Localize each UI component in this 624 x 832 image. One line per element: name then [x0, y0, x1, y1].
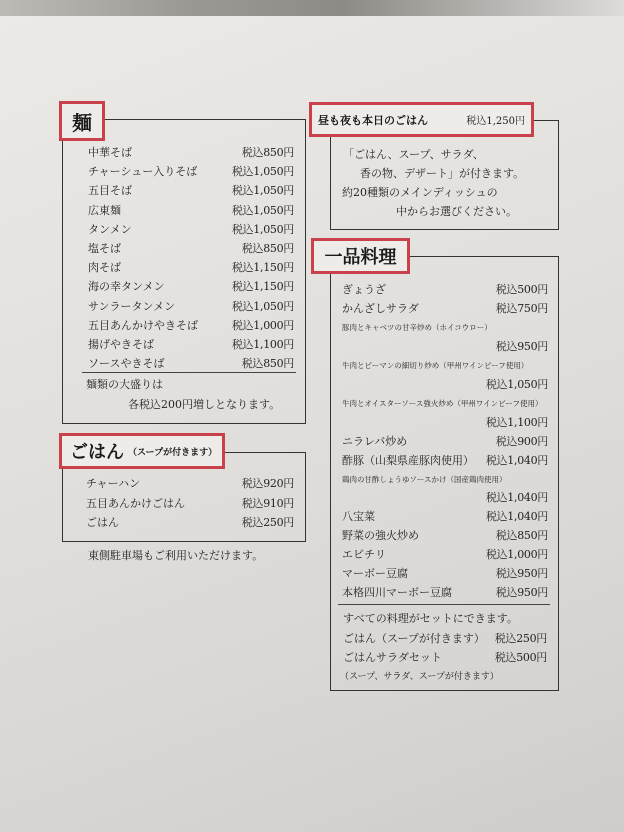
menu-item-name: 八宝菜: [342, 510, 375, 524]
menu-row: [88, 242, 294, 256]
menu-item-name: 広東麺: [88, 203, 121, 217]
ippin-title-text: 一品料理: [324, 247, 397, 268]
menu-row: [343, 651, 547, 665]
menu-item-name: ごはんサラダセット: [343, 651, 442, 664]
menu-row: [88, 146, 294, 160]
menu-row: [342, 302, 548, 316]
menu-item-name: 塩そば: [88, 242, 121, 255]
menu-item-price: 税込1,050円: [231, 203, 294, 217]
menu-item-name: マーボー豆腐: [342, 567, 408, 581]
menu-item-price: 税込910円: [241, 496, 294, 510]
menu-row: [342, 359, 548, 373]
menu-row: [88, 338, 294, 352]
menu-item-price: 税込750円: [495, 301, 548, 315]
men-divider: [82, 372, 296, 373]
menu-row: [342, 416, 548, 430]
daily-title-text: 昼も夜も本日のごはん: [318, 113, 428, 127]
menu-row: [88, 184, 294, 198]
daily-price: 税込1,250円: [466, 116, 525, 127]
menu-item-price: 税込1,100円: [231, 338, 294, 351]
menu-item-price: 税込1,050円: [231, 165, 294, 179]
menu-row: [342, 529, 548, 543]
menu-item-price: 税込250円: [241, 516, 294, 529]
menu-item-name: 牛肉とオイスターソース強火炒め（甲州ワインビーフ使用）: [342, 398, 543, 408]
menu-item-price: 税込1,040円: [485, 510, 548, 524]
menu-row: [342, 340, 548, 354]
menu-item-name: 鶏肉の甘酢しょうゆソースかけ（国産鶏肉使用）: [342, 474, 507, 484]
menu-row: [342, 435, 548, 449]
menu-item-name: タンメン: [88, 222, 132, 236]
menu-item-price: 税込850円: [495, 529, 548, 543]
menu-item-price: 税込1,050円: [231, 184, 294, 198]
menu-item-name: 肉そば: [88, 261, 121, 275]
menu-item-name: 中華そば: [88, 146, 132, 159]
menu-item-price: 税込500円: [494, 651, 547, 664]
menu-item-price: 税込920円: [241, 477, 294, 490]
daily-title: [309, 102, 534, 137]
menu-row: [342, 283, 548, 297]
menu-item-price: 税込950円: [495, 567, 548, 581]
menu-item-price: 税込1,000円: [485, 548, 548, 562]
ippin-set-note: すべての料理がセットにできます。: [343, 612, 518, 625]
menu-item-name: 五目あんかけやきそば: [88, 318, 198, 332]
menu-row: [342, 491, 548, 505]
menu-item-price: 税込1,050円: [231, 299, 294, 313]
menu-item-name: ニラレバ炒め: [342, 434, 408, 448]
menu-row: [342, 454, 548, 468]
menu-item-name: ぎょうざ: [342, 283, 386, 296]
menu-item-price: 税込950円: [495, 586, 548, 600]
men-note-2: 各税込200円増しとなります。: [128, 398, 281, 411]
menu-item-price: 税込250円: [494, 632, 547, 645]
menu-item-name: 野菜の強火炒め: [342, 529, 419, 543]
menu-item-name: ソースやきそば: [88, 357, 165, 371]
menu-item-price: 税込1,000円: [231, 318, 294, 332]
daily-line-2: 香の物、デザート」が付きます。: [360, 167, 525, 180]
ippin-title: [311, 238, 410, 274]
menu-item-price: 税込900円: [495, 434, 548, 448]
menu-row: [342, 510, 548, 524]
menu-item-name: 揚げやきそば: [88, 338, 154, 351]
menu-row: [88, 319, 294, 333]
menu-item-name: チャーハン: [86, 477, 141, 490]
ippin-set-footer: （スープ、サラダ、スープが付きます）: [340, 672, 499, 682]
menu-item-name: エビチリ: [342, 548, 386, 562]
menu-item-price: 税込1,040円: [485, 491, 548, 505]
menu-row: [88, 300, 294, 314]
menu-row: [88, 280, 294, 294]
menu-row: [86, 516, 294, 530]
menu-item-price: 税込1,150円: [231, 280, 294, 294]
daily-line-3: 約20種類のメインディッシュの: [342, 186, 498, 199]
menu-row: [343, 632, 547, 646]
menu-item-price: 税込1,050円: [485, 377, 548, 391]
top-shadow-band: [0, 0, 624, 16]
men-note-1: 麺類の大盛りは: [86, 378, 163, 391]
menu-row: [88, 357, 294, 371]
menu-row: [342, 378, 548, 392]
menu-row: [88, 261, 294, 275]
menu-item-name: 五目あんかけごはん: [86, 496, 185, 510]
menu-row: [342, 321, 548, 335]
gohan-title-text: ごはん: [70, 442, 124, 463]
menu-row: [342, 586, 548, 600]
men-title-text: 麺: [72, 110, 92, 135]
ippin-divider: [338, 604, 550, 605]
parking-note: 東側駐車場もご利用いただけます。: [88, 549, 264, 562]
menu-row: [342, 397, 548, 411]
menu-item-name: ごはん: [86, 516, 119, 529]
menu-row: [88, 223, 294, 237]
menu-item-name: チャーシュー入りそば: [88, 165, 198, 179]
menu-item-name: 牛肉とピーマンの細切り炒め（甲州ワインビーフ使用）: [342, 360, 529, 370]
menu-item-price: 税込850円: [241, 146, 294, 159]
menu-item-name: 酢豚（山梨県産豚肉使用）: [342, 453, 474, 467]
menu-item-price: 税込850円: [241, 357, 294, 371]
menu-row: [88, 204, 294, 218]
menu-row: [342, 548, 548, 562]
menu-row: [86, 497, 294, 511]
menu-item-price: 税込1,100円: [485, 415, 548, 429]
menu-item-name: かんざしサラダ: [342, 301, 419, 315]
menu-item-name: 豚肉とキャベツの甘辛炒め（ホイコウロー）: [342, 322, 492, 332]
menu-row: [342, 473, 548, 487]
gohan-title: [59, 433, 225, 469]
menu-item-price: 税込500円: [495, 283, 548, 296]
menu-item-name: 本格四川マーボー豆腐: [342, 586, 452, 600]
menu-item-name: 海の幸タンメン: [88, 280, 165, 294]
menu-item-price: 税込950円: [495, 339, 548, 353]
menu-item-price: 税込1,150円: [231, 261, 294, 275]
gohan-subtitle: （スープが付きます）: [128, 447, 218, 458]
menu-row: [86, 477, 294, 491]
daily-line-4: 中からお選びください。: [396, 205, 517, 218]
menu-item-name: 五目そば: [88, 184, 132, 198]
menu-item-price: 税込1,040円: [485, 453, 548, 467]
menu-item-price: 税込850円: [241, 242, 294, 255]
daily-line-1: 「ごはん、スープ、サラダ、: [343, 148, 484, 161]
menu-item-price: 税込1,050円: [231, 222, 294, 236]
menu-row: [88, 165, 294, 179]
menu-row: [342, 567, 548, 581]
menu-item-name: ごはん（スープが付きます）: [343, 632, 485, 645]
menu-item-name: サンラータンメン: [88, 299, 176, 313]
men-title: [59, 101, 105, 141]
